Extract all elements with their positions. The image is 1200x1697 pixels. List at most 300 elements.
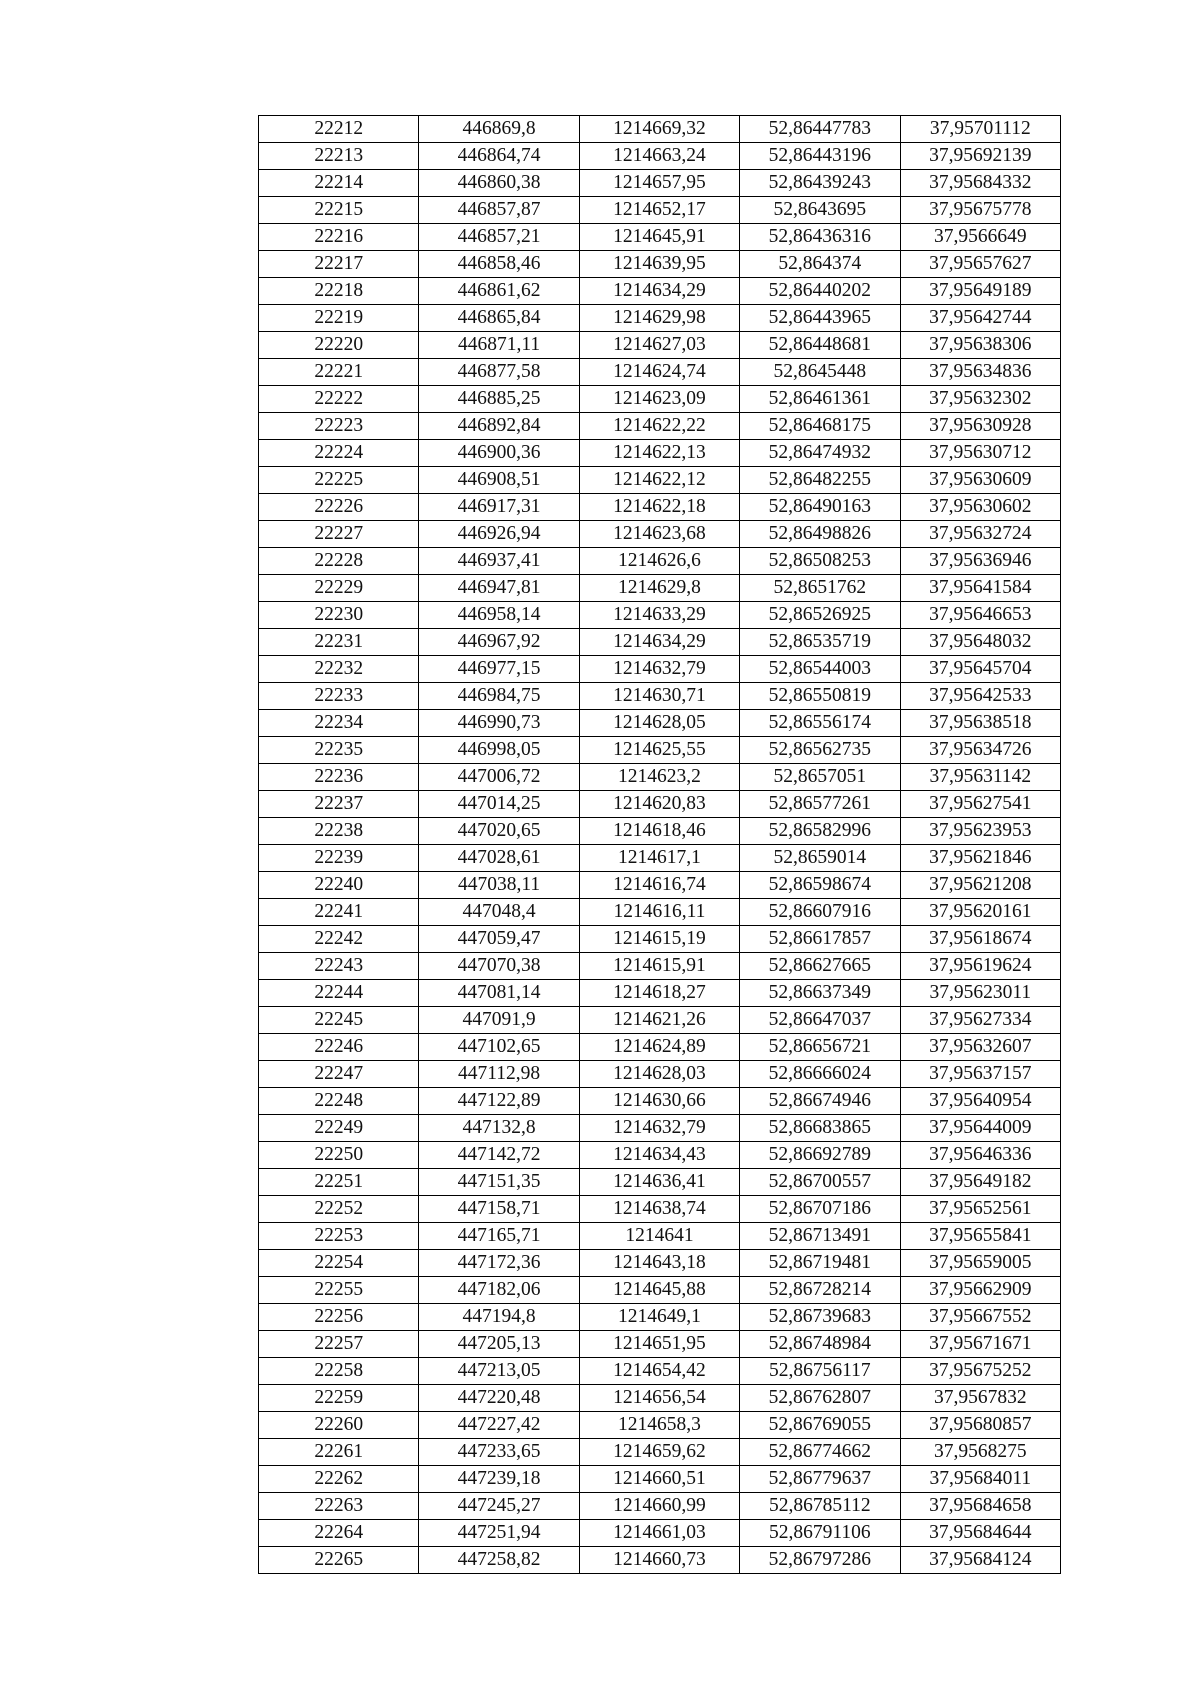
y-coordinate-cell: 1214656,54 <box>579 1385 739 1412</box>
point-number-cell: 22229 <box>259 575 419 602</box>
table-row <box>259 629 1061 656</box>
table-row <box>259 899 1061 926</box>
table-row <box>259 1115 1061 1142</box>
table-row <box>259 1034 1061 1061</box>
x-coordinate-cell: 447142,72 <box>419 1142 579 1169</box>
latitude-cell: 52,86791106 <box>740 1520 900 1547</box>
longitude-cell: 37,95641584 <box>900 575 1060 602</box>
table-row <box>259 467 1061 494</box>
longitude-cell: 37,95649189 <box>900 278 1060 305</box>
x-coordinate-cell: 447258,82 <box>419 1547 579 1574</box>
longitude-cell: 37,95675778 <box>900 197 1060 224</box>
latitude-cell: 52,86779637 <box>740 1466 900 1493</box>
point-number-cell: 22238 <box>259 818 419 845</box>
point-number-cell: 22222 <box>259 386 419 413</box>
point-number-cell: 22226 <box>259 494 419 521</box>
x-coordinate-cell: 446958,14 <box>419 602 579 629</box>
point-number-cell: 22254 <box>259 1250 419 1277</box>
y-coordinate-cell: 1214628,03 <box>579 1061 739 1088</box>
y-coordinate-cell: 1214651,95 <box>579 1331 739 1358</box>
longitude-cell: 37,95634726 <box>900 737 1060 764</box>
y-coordinate-cell: 1214624,89 <box>579 1034 739 1061</box>
latitude-cell: 52,86508253 <box>740 548 900 575</box>
table-row <box>259 1061 1061 1088</box>
longitude-cell: 37,95630602 <box>900 494 1060 521</box>
table-row <box>259 953 1061 980</box>
latitude-cell: 52,86674946 <box>740 1088 900 1115</box>
point-number-cell: 22255 <box>259 1277 419 1304</box>
y-coordinate-cell: 1214654,42 <box>579 1358 739 1385</box>
latitude-cell: 52,86461361 <box>740 386 900 413</box>
longitude-cell: 37,95634836 <box>900 359 1060 386</box>
table-row <box>259 1007 1061 1034</box>
point-number-cell: 22228 <box>259 548 419 575</box>
y-coordinate-cell: 1214634,43 <box>579 1142 739 1169</box>
y-coordinate-cell: 1214636,41 <box>579 1169 739 1196</box>
x-coordinate-cell: 447102,65 <box>419 1034 579 1061</box>
longitude-cell: 37,95649182 <box>900 1169 1060 1196</box>
longitude-cell: 37,95701112 <box>900 116 1060 143</box>
table-row <box>259 1277 1061 1304</box>
x-coordinate-cell: 447112,98 <box>419 1061 579 1088</box>
y-coordinate-cell: 1214649,1 <box>579 1304 739 1331</box>
y-coordinate-cell: 1214643,18 <box>579 1250 739 1277</box>
y-coordinate-cell: 1214628,05 <box>579 710 739 737</box>
y-coordinate-cell: 1214621,26 <box>579 1007 739 1034</box>
latitude-cell: 52,86443196 <box>740 143 900 170</box>
point-number-cell: 22213 <box>259 143 419 170</box>
table-row <box>259 1142 1061 1169</box>
y-coordinate-cell: 1214615,91 <box>579 953 739 980</box>
point-number-cell: 22220 <box>259 332 419 359</box>
x-coordinate-cell: 447091,9 <box>419 1007 579 1034</box>
x-coordinate-cell: 446977,15 <box>419 656 579 683</box>
latitude-cell: 52,86774662 <box>740 1439 900 1466</box>
latitude-cell: 52,86448681 <box>740 332 900 359</box>
latitude-cell: 52,8659014 <box>740 845 900 872</box>
point-number-cell: 22212 <box>259 116 419 143</box>
latitude-cell: 52,8657051 <box>740 764 900 791</box>
point-number-cell: 22218 <box>259 278 419 305</box>
y-coordinate-cell: 1214652,17 <box>579 197 739 224</box>
y-coordinate-cell: 1214634,29 <box>579 278 739 305</box>
point-number-cell: 22253 <box>259 1223 419 1250</box>
y-coordinate-cell: 1214626,6 <box>579 548 739 575</box>
longitude-cell: 37,95684124 <box>900 1547 1060 1574</box>
x-coordinate-cell: 446885,25 <box>419 386 579 413</box>
y-coordinate-cell: 1214620,83 <box>579 791 739 818</box>
table-row <box>259 737 1061 764</box>
point-number-cell: 22244 <box>259 980 419 1007</box>
y-coordinate-cell: 1214616,74 <box>579 872 739 899</box>
longitude-cell: 37,95652561 <box>900 1196 1060 1223</box>
y-coordinate-cell: 1214633,29 <box>579 602 739 629</box>
point-number-cell: 22248 <box>259 1088 419 1115</box>
x-coordinate-cell: 446990,73 <box>419 710 579 737</box>
x-coordinate-cell: 446917,31 <box>419 494 579 521</box>
y-coordinate-cell: 1214660,73 <box>579 1547 739 1574</box>
y-coordinate-cell: 1214630,71 <box>579 683 739 710</box>
x-coordinate-cell: 447081,14 <box>419 980 579 1007</box>
table-row <box>259 494 1061 521</box>
point-number-cell: 22237 <box>259 791 419 818</box>
longitude-cell: 37,95675252 <box>900 1358 1060 1385</box>
longitude-cell: 37,95642744 <box>900 305 1060 332</box>
x-coordinate-cell: 446967,92 <box>419 629 579 656</box>
x-coordinate-cell: 447158,71 <box>419 1196 579 1223</box>
latitude-cell: 52,86719481 <box>740 1250 900 1277</box>
longitude-cell: 37,95646653 <box>900 602 1060 629</box>
y-coordinate-cell: 1214627,03 <box>579 332 739 359</box>
latitude-cell: 52,86756117 <box>740 1358 900 1385</box>
x-coordinate-cell: 447251,94 <box>419 1520 579 1547</box>
table-row <box>259 332 1061 359</box>
x-coordinate-cell: 446947,81 <box>419 575 579 602</box>
y-coordinate-cell: 1214641 <box>579 1223 739 1250</box>
y-coordinate-cell: 1214659,62 <box>579 1439 739 1466</box>
longitude-cell: 37,95646336 <box>900 1142 1060 1169</box>
longitude-cell: 37,95619624 <box>900 953 1060 980</box>
longitude-cell: 37,95621208 <box>900 872 1060 899</box>
table-row <box>259 278 1061 305</box>
latitude-cell: 52,86683865 <box>740 1115 900 1142</box>
x-coordinate-cell: 446900,36 <box>419 440 579 467</box>
point-number-cell: 22234 <box>259 710 419 737</box>
latitude-cell: 52,86482255 <box>740 467 900 494</box>
x-coordinate-cell: 447172,36 <box>419 1250 579 1277</box>
y-coordinate-cell: 1214639,95 <box>579 251 739 278</box>
table-row <box>259 1250 1061 1277</box>
latitude-cell: 52,86748984 <box>740 1331 900 1358</box>
table-row <box>259 872 1061 899</box>
latitude-cell: 52,86769055 <box>740 1412 900 1439</box>
latitude-cell: 52,86666024 <box>740 1061 900 1088</box>
longitude-cell: 37,95684658 <box>900 1493 1060 1520</box>
longitude-cell: 37,95632302 <box>900 386 1060 413</box>
longitude-cell: 37,95648032 <box>900 629 1060 656</box>
x-coordinate-cell: 446857,21 <box>419 224 579 251</box>
longitude-cell: 37,95644009 <box>900 1115 1060 1142</box>
latitude-cell: 52,86436316 <box>740 224 900 251</box>
y-coordinate-cell: 1214638,74 <box>579 1196 739 1223</box>
x-coordinate-cell: 447239,18 <box>419 1466 579 1493</box>
table-row <box>259 710 1061 737</box>
point-number-cell: 22242 <box>259 926 419 953</box>
latitude-cell: 52,86440202 <box>740 278 900 305</box>
longitude-cell: 37,95632724 <box>900 521 1060 548</box>
longitude-cell: 37,95640954 <box>900 1088 1060 1115</box>
table-row <box>259 1520 1061 1547</box>
point-number-cell: 22233 <box>259 683 419 710</box>
longitude-cell: 37,95684332 <box>900 170 1060 197</box>
longitude-cell: 37,95657627 <box>900 251 1060 278</box>
point-number-cell: 22239 <box>259 845 419 872</box>
latitude-cell: 52,86762807 <box>740 1385 900 1412</box>
x-coordinate-cell: 446984,75 <box>419 683 579 710</box>
point-number-cell: 22219 <box>259 305 419 332</box>
table-row <box>259 818 1061 845</box>
table-row <box>259 1547 1061 1574</box>
x-coordinate-cell: 447182,06 <box>419 1277 579 1304</box>
longitude-cell: 37,95684011 <box>900 1466 1060 1493</box>
y-coordinate-cell: 1214615,19 <box>579 926 739 953</box>
y-coordinate-cell: 1214661,03 <box>579 1520 739 1547</box>
point-number-cell: 22252 <box>259 1196 419 1223</box>
x-coordinate-cell: 447233,65 <box>419 1439 579 1466</box>
longitude-cell: 37,95618674 <box>900 926 1060 953</box>
point-number-cell: 22256 <box>259 1304 419 1331</box>
x-coordinate-cell: 447205,13 <box>419 1331 579 1358</box>
table-row <box>259 521 1061 548</box>
y-coordinate-cell: 1214625,55 <box>579 737 739 764</box>
table-row <box>259 116 1061 143</box>
y-coordinate-cell: 1214632,79 <box>579 1115 739 1142</box>
y-coordinate-cell: 1214623,68 <box>579 521 739 548</box>
table-row <box>259 980 1061 1007</box>
table-row <box>259 1385 1061 1412</box>
table-row <box>259 1331 1061 1358</box>
point-number-cell: 22261 <box>259 1439 419 1466</box>
table-row <box>259 764 1061 791</box>
x-coordinate-cell: 447227,42 <box>419 1412 579 1439</box>
point-number-cell: 22247 <box>259 1061 419 1088</box>
latitude-cell: 52,86443965 <box>740 305 900 332</box>
latitude-cell: 52,86692789 <box>740 1142 900 1169</box>
longitude-cell: 37,9566649 <box>900 224 1060 251</box>
longitude-cell: 37,95638518 <box>900 710 1060 737</box>
latitude-cell: 52,86498826 <box>740 521 900 548</box>
latitude-cell: 52,86713491 <box>740 1223 900 1250</box>
longitude-cell: 37,95620161 <box>900 899 1060 926</box>
longitude-cell: 37,95667552 <box>900 1304 1060 1331</box>
x-coordinate-cell: 447028,61 <box>419 845 579 872</box>
y-coordinate-cell: 1214617,1 <box>579 845 739 872</box>
y-coordinate-cell: 1214634,29 <box>579 629 739 656</box>
latitude-cell: 52,86728214 <box>740 1277 900 1304</box>
latitude-cell: 52,86607916 <box>740 899 900 926</box>
table-row <box>259 575 1061 602</box>
y-coordinate-cell: 1214660,99 <box>579 1493 739 1520</box>
x-coordinate-cell: 447220,48 <box>419 1385 579 1412</box>
latitude-cell: 52,8643695 <box>740 197 900 224</box>
point-number-cell: 22260 <box>259 1412 419 1439</box>
x-coordinate-cell: 447070,38 <box>419 953 579 980</box>
longitude-cell: 37,95655841 <box>900 1223 1060 1250</box>
x-coordinate-cell: 446864,74 <box>419 143 579 170</box>
point-number-cell: 22231 <box>259 629 419 656</box>
point-number-cell: 22240 <box>259 872 419 899</box>
x-coordinate-cell: 446857,87 <box>419 197 579 224</box>
y-coordinate-cell: 1214645,91 <box>579 224 739 251</box>
table-row <box>259 1169 1061 1196</box>
y-coordinate-cell: 1214629,8 <box>579 575 739 602</box>
x-coordinate-cell: 446877,58 <box>419 359 579 386</box>
point-number-cell: 22214 <box>259 170 419 197</box>
y-coordinate-cell: 1214669,32 <box>579 116 739 143</box>
longitude-cell: 37,95637157 <box>900 1061 1060 1088</box>
longitude-cell: 37,95630928 <box>900 413 1060 440</box>
latitude-cell: 52,86468175 <box>740 413 900 440</box>
table-row <box>259 197 1061 224</box>
longitude-cell: 37,95680857 <box>900 1412 1060 1439</box>
latitude-cell: 52,86656721 <box>740 1034 900 1061</box>
point-number-cell: 22265 <box>259 1547 419 1574</box>
latitude-cell: 52,86707186 <box>740 1196 900 1223</box>
latitude-cell: 52,86647037 <box>740 1007 900 1034</box>
y-coordinate-cell: 1214658,3 <box>579 1412 739 1439</box>
longitude-cell: 37,95692139 <box>900 143 1060 170</box>
x-coordinate-cell: 446869,8 <box>419 116 579 143</box>
longitude-cell: 37,95623953 <box>900 818 1060 845</box>
point-number-cell: 22223 <box>259 413 419 440</box>
latitude-cell: 52,86447783 <box>740 116 900 143</box>
longitude-cell: 37,95662909 <box>900 1277 1060 1304</box>
table-row <box>259 1196 1061 1223</box>
x-coordinate-cell: 446892,84 <box>419 413 579 440</box>
point-number-cell: 22216 <box>259 224 419 251</box>
longitude-cell: 37,95631142 <box>900 764 1060 791</box>
x-coordinate-cell: 447132,8 <box>419 1115 579 1142</box>
table-row <box>259 1088 1061 1115</box>
longitude-cell: 37,95638306 <box>900 332 1060 359</box>
x-coordinate-cell: 447194,8 <box>419 1304 579 1331</box>
latitude-cell: 52,86582996 <box>740 818 900 845</box>
table-row <box>259 791 1061 818</box>
x-coordinate-cell: 447165,71 <box>419 1223 579 1250</box>
point-number-cell: 22259 <box>259 1385 419 1412</box>
point-number-cell: 22232 <box>259 656 419 683</box>
x-coordinate-cell: 446926,94 <box>419 521 579 548</box>
table-row <box>259 548 1061 575</box>
y-coordinate-cell: 1214660,51 <box>579 1466 739 1493</box>
x-coordinate-cell: 447048,4 <box>419 899 579 926</box>
longitude-cell: 37,95636946 <box>900 548 1060 575</box>
point-number-cell: 22246 <box>259 1034 419 1061</box>
latitude-cell: 52,86700557 <box>740 1169 900 1196</box>
latitude-cell: 52,86526925 <box>740 602 900 629</box>
latitude-cell: 52,86797286 <box>740 1547 900 1574</box>
y-coordinate-cell: 1214629,98 <box>579 305 739 332</box>
table-row <box>259 386 1061 413</box>
point-number-cell: 22235 <box>259 737 419 764</box>
point-number-cell: 22215 <box>259 197 419 224</box>
longitude-cell: 37,95627541 <box>900 791 1060 818</box>
point-number-cell: 22221 <box>259 359 419 386</box>
coordinates-table <box>258 115 1061 1574</box>
table-row <box>259 845 1061 872</box>
x-coordinate-cell: 446858,46 <box>419 251 579 278</box>
latitude-cell: 52,86474932 <box>740 440 900 467</box>
longitude-cell: 37,95623011 <box>900 980 1060 1007</box>
latitude-cell: 52,86577261 <box>740 791 900 818</box>
longitude-cell: 37,95684644 <box>900 1520 1060 1547</box>
x-coordinate-cell: 447020,65 <box>419 818 579 845</box>
latitude-cell: 52,86439243 <box>740 170 900 197</box>
point-number-cell: 22258 <box>259 1358 419 1385</box>
y-coordinate-cell: 1214624,74 <box>579 359 739 386</box>
x-coordinate-cell: 446937,41 <box>419 548 579 575</box>
y-coordinate-cell: 1214622,13 <box>579 440 739 467</box>
x-coordinate-cell: 447014,25 <box>419 791 579 818</box>
y-coordinate-cell: 1214623,09 <box>579 386 739 413</box>
point-number-cell: 22243 <box>259 953 419 980</box>
y-coordinate-cell: 1214622,22 <box>579 413 739 440</box>
x-coordinate-cell: 446865,84 <box>419 305 579 332</box>
point-number-cell: 22230 <box>259 602 419 629</box>
x-coordinate-cell: 447006,72 <box>419 764 579 791</box>
table-row <box>259 602 1061 629</box>
x-coordinate-cell: 446871,11 <box>419 332 579 359</box>
y-coordinate-cell: 1214623,2 <box>579 764 739 791</box>
latitude-cell: 52,86739683 <box>740 1304 900 1331</box>
x-coordinate-cell: 447245,27 <box>419 1493 579 1520</box>
point-number-cell: 22224 <box>259 440 419 467</box>
longitude-cell: 37,95642533 <box>900 683 1060 710</box>
point-number-cell: 22251 <box>259 1169 419 1196</box>
table-row <box>259 170 1061 197</box>
latitude-cell: 52,86627665 <box>740 953 900 980</box>
point-number-cell: 22257 <box>259 1331 419 1358</box>
table-row <box>259 1439 1061 1466</box>
y-coordinate-cell: 1214663,24 <box>579 143 739 170</box>
point-number-cell: 22227 <box>259 521 419 548</box>
latitude-cell: 52,86785112 <box>740 1493 900 1520</box>
x-coordinate-cell: 447059,47 <box>419 926 579 953</box>
latitude-cell: 52,86598674 <box>740 872 900 899</box>
table-row <box>259 926 1061 953</box>
x-coordinate-cell: 446861,62 <box>419 278 579 305</box>
longitude-cell: 37,95671671 <box>900 1331 1060 1358</box>
x-coordinate-cell: 447038,11 <box>419 872 579 899</box>
latitude-cell: 52,86617857 <box>740 926 900 953</box>
longitude-cell: 37,95627334 <box>900 1007 1060 1034</box>
coordinates-table-body <box>259 116 1061 1574</box>
latitude-cell: 52,8651762 <box>740 575 900 602</box>
x-coordinate-cell: 447122,89 <box>419 1088 579 1115</box>
table-row <box>259 1412 1061 1439</box>
latitude-cell: 52,86637349 <box>740 980 900 1007</box>
table-row <box>259 143 1061 170</box>
y-coordinate-cell: 1214622,12 <box>579 467 739 494</box>
longitude-cell: 37,95659005 <box>900 1250 1060 1277</box>
longitude-cell: 37,95630609 <box>900 467 1060 494</box>
longitude-cell: 37,9567832 <box>900 1385 1060 1412</box>
x-coordinate-cell: 447151,35 <box>419 1169 579 1196</box>
latitude-cell: 52,86535719 <box>740 629 900 656</box>
point-number-cell: 22245 <box>259 1007 419 1034</box>
table-row <box>259 413 1061 440</box>
point-number-cell: 22225 <box>259 467 419 494</box>
point-number-cell: 22236 <box>259 764 419 791</box>
y-coordinate-cell: 1214622,18 <box>579 494 739 521</box>
x-coordinate-cell: 446860,38 <box>419 170 579 197</box>
longitude-cell: 37,95630712 <box>900 440 1060 467</box>
table-row <box>259 251 1061 278</box>
y-coordinate-cell: 1214657,95 <box>579 170 739 197</box>
latitude-cell: 52,86550819 <box>740 683 900 710</box>
longitude-cell: 37,95645704 <box>900 656 1060 683</box>
table-row <box>259 1223 1061 1250</box>
table-row <box>259 359 1061 386</box>
table-row <box>259 1358 1061 1385</box>
table-row <box>259 305 1061 332</box>
table-row <box>259 683 1061 710</box>
point-number-cell: 22262 <box>259 1466 419 1493</box>
point-number-cell: 22249 <box>259 1115 419 1142</box>
x-coordinate-cell: 446998,05 <box>419 737 579 764</box>
latitude-cell: 52,86556174 <box>740 710 900 737</box>
latitude-cell: 52,86544003 <box>740 656 900 683</box>
